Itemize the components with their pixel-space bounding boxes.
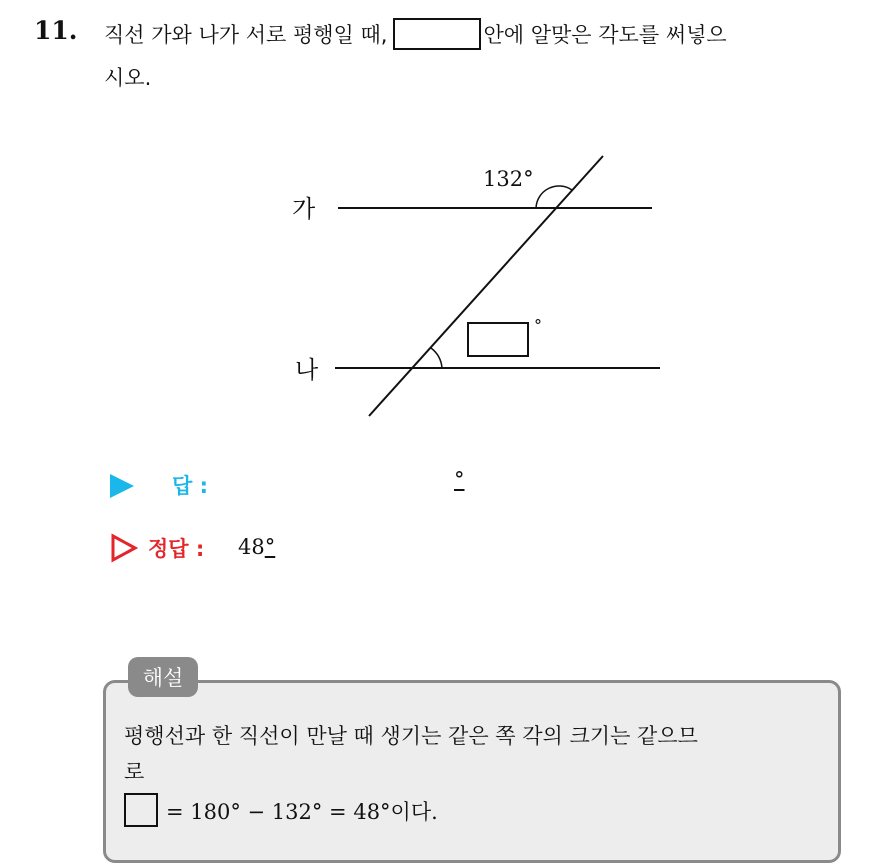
solution-box	[103, 680, 841, 863]
correct-value	[238, 535, 275, 559]
correct-number: 48	[238, 535, 265, 559]
question-number: 11.	[34, 16, 78, 45]
correct-label: 정답 :	[148, 537, 205, 561]
answer-arrow-icon	[110, 474, 134, 498]
answer-unit[interactable]: °	[454, 468, 465, 492]
question-text-before: 직선 가와 나가 서로 평행일 때,	[104, 23, 388, 47]
answer-label: 답 :	[172, 474, 208, 498]
solution-line-1: 평행선과 한 직선이 만날 때 생기는 같은 쪽 각의 크기는 같으므	[124, 724, 698, 748]
unknown-angle-degree: °	[534, 316, 542, 335]
solution-tab: 해설	[128, 657, 198, 697]
solution-line-2: 로	[124, 760, 145, 784]
unknown-angle-arc	[431, 348, 442, 368]
correct-unit: °	[264, 535, 276, 559]
label-na: 나	[295, 356, 319, 384]
question-line-2: 시오.	[104, 66, 152, 90]
given-angle-label: 132°	[483, 167, 534, 191]
unknown-angle-box	[468, 323, 528, 356]
label-ga: 가	[292, 195, 316, 223]
solution-equation: = 180° − 132° = 48°이다.	[166, 800, 438, 824]
question-text-after: 안에 알맞은 각도를 써넣으	[483, 23, 727, 47]
solution-blank-box	[124, 793, 158, 827]
correct-arrow-icon	[110, 533, 138, 563]
transversal-line	[369, 156, 603, 416]
solution-line-3	[124, 793, 438, 827]
